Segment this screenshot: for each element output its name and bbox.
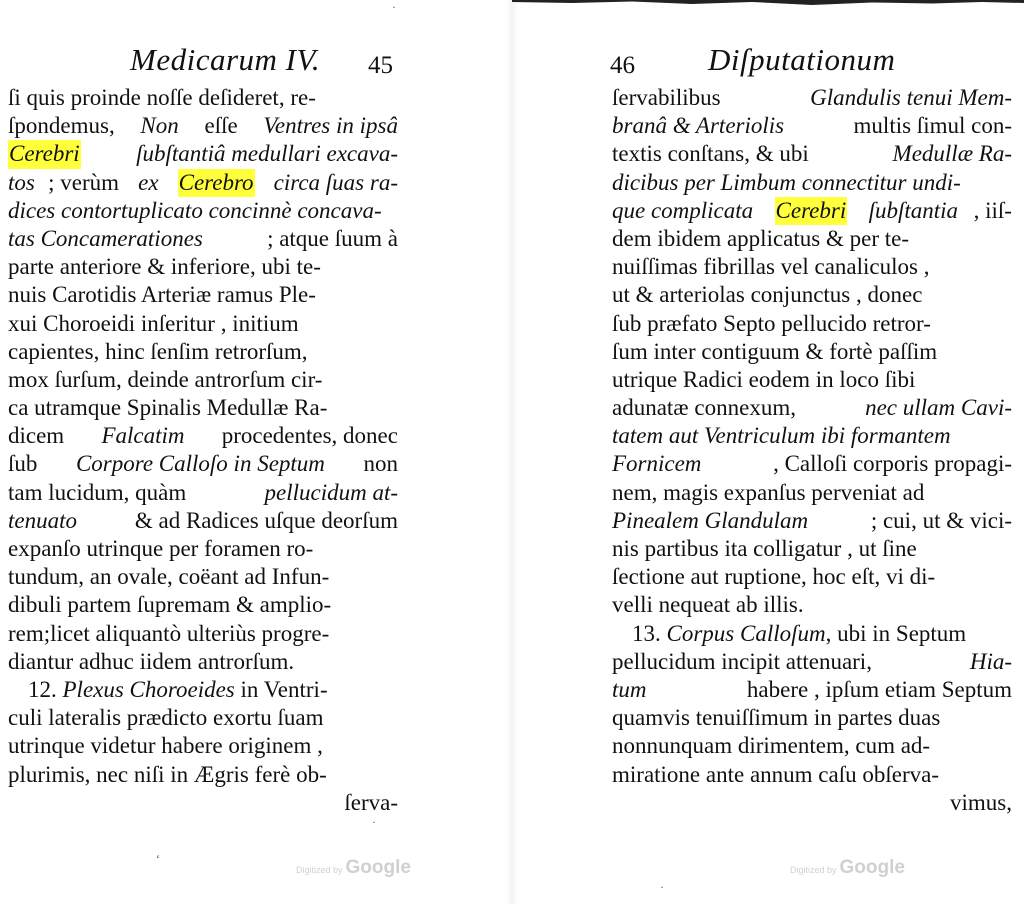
text-segment: nonnunquam dirimentem, cum ad- (612, 733, 931, 759)
text-line (612, 450, 1012, 478)
text-segment: ſectione aut ruptione, hoc eſt, vi di- (612, 564, 936, 590)
text-segment: nuis Carotidis Arteriæ ramus Ple- (8, 282, 316, 308)
text-line (612, 310, 1012, 338)
text-line (8, 479, 398, 507)
text-line (612, 84, 1012, 112)
text-segment: tam lucidum, quàm (8, 479, 192, 505)
print-speck: · (372, 815, 376, 829)
text-segment: tum (612, 676, 647, 702)
text-line (8, 140, 398, 168)
text-line (612, 507, 1012, 535)
running-head: Diſputationum (708, 42, 896, 77)
text-segment: Non (140, 113, 179, 139)
text-segment: in Ventri- (234, 676, 328, 702)
print-speck: ‘ (156, 852, 160, 866)
running-head: Medicarum IV. (130, 42, 321, 77)
text-line (8, 225, 398, 253)
text-segment: ſub (8, 451, 44, 477)
text-line (612, 422, 1012, 450)
text-line (8, 620, 398, 648)
text-segment: pellucidum incipit attenuari, (612, 648, 878, 674)
text-segment: adunatæ connexum, (612, 395, 802, 421)
text-line (612, 197, 1012, 225)
text-segment: dicem (8, 423, 70, 449)
text-line (8, 366, 398, 394)
text-segment: multis ſimul con- (847, 113, 1012, 139)
text-segment: ca utramque Spinalis Medullæ Ra- (8, 395, 328, 421)
text-segment: ſubſtantiâ medullari excava- (130, 141, 398, 167)
text-line (612, 591, 1012, 619)
text-segment: plurimis, nec niſi in Ægris ferè ob- (8, 761, 327, 787)
text-line (8, 84, 398, 112)
text-segment: procedentes, donec (215, 423, 398, 449)
text-segment: & ad Radices uſque deorſum (129, 507, 398, 533)
text-segment: Corpore Calloſo in Septum (75, 451, 325, 477)
text-line (8, 310, 398, 338)
watermark-caption: Digitized by (296, 865, 343, 875)
text-segment: eſſe (198, 113, 244, 139)
text-line (8, 704, 398, 732)
text-segment: Medullæ Ra- (892, 141, 1012, 167)
text-segment: Plexus Choroeides (62, 676, 235, 702)
highlighted-term: Cerebri (775, 197, 848, 225)
text-segment: ſubſtantia (862, 197, 959, 223)
text-segment: Pinealem Glandulam (612, 507, 809, 533)
text-segment: dicibus per Limbum connectitur undi- (612, 169, 961, 195)
watermark-brand: Google (839, 857, 905, 878)
watermark-caption: Digitized by (790, 865, 837, 875)
text-line (612, 225, 1012, 253)
text-segment: expanſo utrinque per foramen ro- (8, 536, 314, 561)
text-segment: habere , ipſum etiam Septum (741, 676, 1012, 702)
text-segment: nis partibus ita colligatur , ut ſine (612, 536, 917, 561)
text-segment: tos (8, 169, 35, 195)
text-line (612, 761, 1012, 789)
text-line (8, 591, 398, 619)
text-line (8, 563, 398, 591)
text-segment: ſpondemus, (8, 113, 121, 139)
text-line (612, 366, 1012, 394)
text-segment: que complicata (612, 197, 759, 223)
page-number: 46 (610, 52, 635, 79)
print-speck: · (392, 0, 396, 14)
text-line (8, 535, 398, 563)
text-segment: branâ & Arteriolis (612, 113, 785, 139)
text-line (612, 563, 1012, 591)
text-segment: culi lateralis prædicto exortu ſuam (8, 705, 324, 731)
text-line (612, 140, 1012, 168)
text-line (8, 761, 398, 789)
text-line (8, 169, 398, 197)
text-line (8, 253, 398, 281)
text-segment: utrique Radici eodem in loco ſibi (612, 366, 916, 392)
text-line (612, 789, 1012, 817)
text-segment: tenuato (8, 507, 77, 533)
body-text (8, 84, 398, 817)
text-segment: capientes, hinc ſenſim retrorſum, (8, 338, 308, 364)
text-segment: rem;licet aliquantò ulteriùs progre- (8, 620, 330, 646)
text-line (8, 281, 398, 309)
text-segment: tas Concamerationes (8, 225, 203, 251)
text-segment: circa ſuas ra- (267, 169, 398, 195)
text-line (612, 732, 1012, 760)
text-segment: dem ibidem applicatus & per te- (612, 225, 909, 251)
text-segment: ſi quis proinde noſſe deſideret, re- (8, 85, 316, 110)
text-segment: parte anteriore & inferiore, ubi te- (8, 254, 321, 280)
text-line (612, 704, 1012, 732)
text-segment: ; atque ſuum à (261, 225, 398, 251)
text-segment: ſum inter contiguum & fortè paſſim (612, 338, 938, 364)
text-line (612, 253, 1012, 281)
text-segment: ; cui, ut & vici- (865, 507, 1012, 533)
text-segment: ; verùm (48, 169, 125, 195)
highlighted-term: Cerebri (8, 140, 81, 168)
watermark-brand: Google (345, 857, 411, 878)
text-line (612, 535, 1012, 563)
text-segment: Corpus Calloſum (666, 620, 826, 646)
text-segment: tundum, an ovale, coëant ad Infun- (8, 564, 330, 590)
text-line (8, 507, 398, 535)
text-segment: Hia- (969, 648, 1012, 674)
text-line (8, 450, 398, 478)
text-segment: dices contortuplicato concinnè concava- (8, 197, 382, 223)
text-line (8, 338, 398, 366)
google-watermark (296, 857, 411, 879)
text-segment: xui Choroeidi inſeritur , initium (8, 310, 299, 336)
text-segment: nec ullam Cavi- (865, 395, 1012, 421)
text-segment: non (357, 451, 398, 477)
text-line (612, 676, 1012, 704)
text-segment: Glandulis tenui Mem- (810, 85, 1012, 110)
text-segment: ſervabilibus (612, 85, 727, 110)
text-segment: ſerva- (344, 789, 398, 815)
text-segment: ſub præfato Septo pellucido retror- (612, 310, 931, 336)
text-line (612, 281, 1012, 309)
text-segment: quamvis tenuiſſimum in partes duas (612, 705, 941, 731)
text-line (612, 338, 1012, 366)
text-segment: Fornicem (612, 451, 702, 477)
right-page (512, 0, 1024, 904)
text-line (8, 789, 398, 817)
text-segment: , iiſ- (973, 197, 1012, 223)
text-line (8, 422, 398, 450)
text-segment: nuiſſimas fibrillas vel canaliculos , (612, 254, 930, 280)
text-segment: ut & arteriolas conjunctus , donec (612, 282, 923, 308)
print-speck: · (660, 880, 664, 894)
text-line (612, 394, 1012, 422)
text-segment: utrinque videtur habere originem , (8, 733, 323, 759)
page-number: 45 (368, 52, 393, 79)
text-segment: ex (138, 169, 165, 195)
text-segment: miratione ante annum caſu obſerva- (612, 761, 939, 787)
text-segment: pellucidum at- (264, 479, 398, 505)
text-line (8, 648, 398, 676)
text-line (612, 620, 1012, 648)
text-line (612, 648, 1012, 676)
text-segment: diantur adhuc iidem antrorſum. (8, 648, 295, 674)
text-segment: 13. (632, 620, 667, 646)
text-line (8, 112, 398, 140)
text-line (612, 112, 1012, 140)
text-segment: Ventres in ipsâ (263, 113, 398, 139)
text-segment: 12. (28, 676, 63, 702)
text-segment: textis conſtans, & ubi (612, 141, 815, 167)
text-line (8, 394, 398, 422)
text-line (612, 479, 1012, 507)
highlighted-term: Cerebro (178, 169, 255, 197)
text-segment: nem, magis expanſus perveniat ad (612, 479, 925, 505)
text-segment: dibuli partem ſupremam & amplio- (8, 592, 332, 618)
text-segment: tatem aut Ventriculum ibi formantem (612, 423, 951, 449)
text-segment: , ubi in Septum (825, 620, 967, 646)
text-segment: velli nequeat ab illis. (612, 592, 804, 618)
text-segment: mox ſurſum, deinde antrorſum cir- (8, 366, 323, 392)
google-watermark (790, 857, 905, 879)
text-segment: Falcatim (101, 423, 185, 449)
text-segment: vimus, (950, 789, 1012, 815)
text-line (8, 197, 398, 225)
text-line (8, 676, 398, 704)
text-line (612, 169, 1012, 197)
text-line (8, 732, 398, 760)
text-segment: , Calloſi corporis propagi- (767, 451, 1012, 477)
body-text (612, 84, 1012, 817)
